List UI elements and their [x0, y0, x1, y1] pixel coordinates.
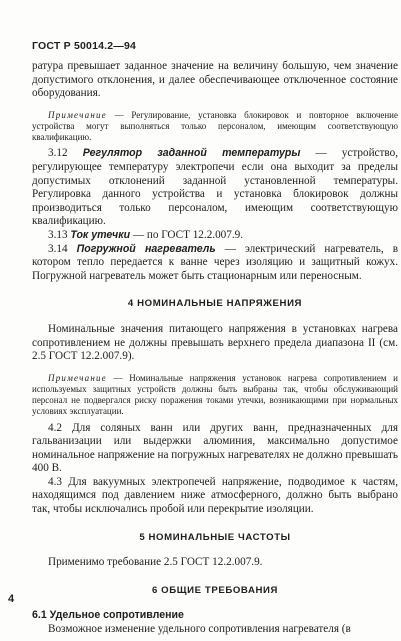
note-text: — Номинальные напряжения установок нагрева сопротивлением и используемых защитных устройств должны быть выбраны так, чтобы обслуживающий персонал не подвергался риску поражения токами утечки, возникающими при нормальных условиях эксплуатации. [32, 372, 398, 417]
term: Ток утечки [70, 228, 131, 241]
clause-number: 3.14 [48, 242, 77, 255]
paragraph-3-13 [32, 229, 398, 243]
paragraph-3-14 [32, 243, 398, 284]
page-content [32, 60, 398, 637]
definition-text: — электрический нагреватель, в котором тепло передается к ванне через изоляцию и защитный кожух. Погружной нагреватель может быть стационарным или переносным. [32, 242, 399, 282]
paragraph-4-2: 4.2 Для соляных ванн или других ванн, предназначенных для гальванизации или выдержки алюминия, максимально допустимое номинальное напряжение на погружных нагревателях не должно превышать 400 В. [32, 421, 398, 475]
note-text: — Регулирование, установка блокировок и повторное включение устройства могут выполняться только персоналом, имеющим соответствующую квалификацию. [32, 109, 398, 143]
standard-header: ГОСТ Р 50014.2—94 [32, 40, 137, 52]
note-label: Примечание [48, 372, 107, 383]
term: Погружной нагреватель [76, 242, 216, 255]
definition-text: — по ГОСТ 12.2.007.9. [130, 228, 244, 241]
definition-text: — устройство, регулирующее температуру электропечи если она выходит за пределы допустимых отклонений заданной установленной температуры. Регулировка данного устройства и установка блокировок должны производиться только персоналом, имеющим соответствующую квалификацию. [32, 147, 399, 228]
paragraph-4-3: 4.3 Для вакуумных электропечей напряжение, подводимое к частям, находящимся под давлением ниже атмосферного, должно быть выбрано так, чтобы исключались пробой или перекрытие изоляции. [32, 475, 398, 516]
paragraph-3-12 [32, 147, 398, 229]
section-title-6: 6 ОБЩИЕ ТРЕБОВАНИЯ [151, 584, 278, 596]
note-voltage [32, 373, 398, 418]
note-regulation [32, 110, 398, 144]
term: Регулятор заданной температуры [82, 147, 301, 160]
paragraph-6-1: Возможное изменение удельного сопротивления нагревателя (в [48, 623, 351, 636]
paragraph-4-1: Номинальные значения питающего напряжения в установках нагрева сопротивлением не должны превышать верхнего предела диапазона II (см. 2.5 ГОСТ 12.2.007.9). [32, 322, 398, 363]
clause-number: 3.12 [48, 147, 83, 160]
paragraph-5: Применимо требование 2.5 ГОСТ 12.2.007.9. [48, 556, 263, 569]
clause-number: 3.13 [48, 228, 71, 241]
subsection-title-6-1: 6.1 Удельное сопротивление [32, 609, 184, 622]
paragraph-continuation: ратура превышает заданное значение на величину большую, чем значение допустимого отклонения, и далее обеспечивающее отключенное состояние оборудования. [32, 60, 398, 100]
section-title-4: 4 НОМИНАЛЬНЫЕ НАПРЯЖЕНИЯ [127, 298, 303, 310]
note-label: Примечание [48, 109, 107, 120]
page-number: 4 [8, 593, 15, 605]
section-title-5: 5 НОМИНАЛЬНЫЕ ЧАСТОТЫ [139, 531, 291, 543]
